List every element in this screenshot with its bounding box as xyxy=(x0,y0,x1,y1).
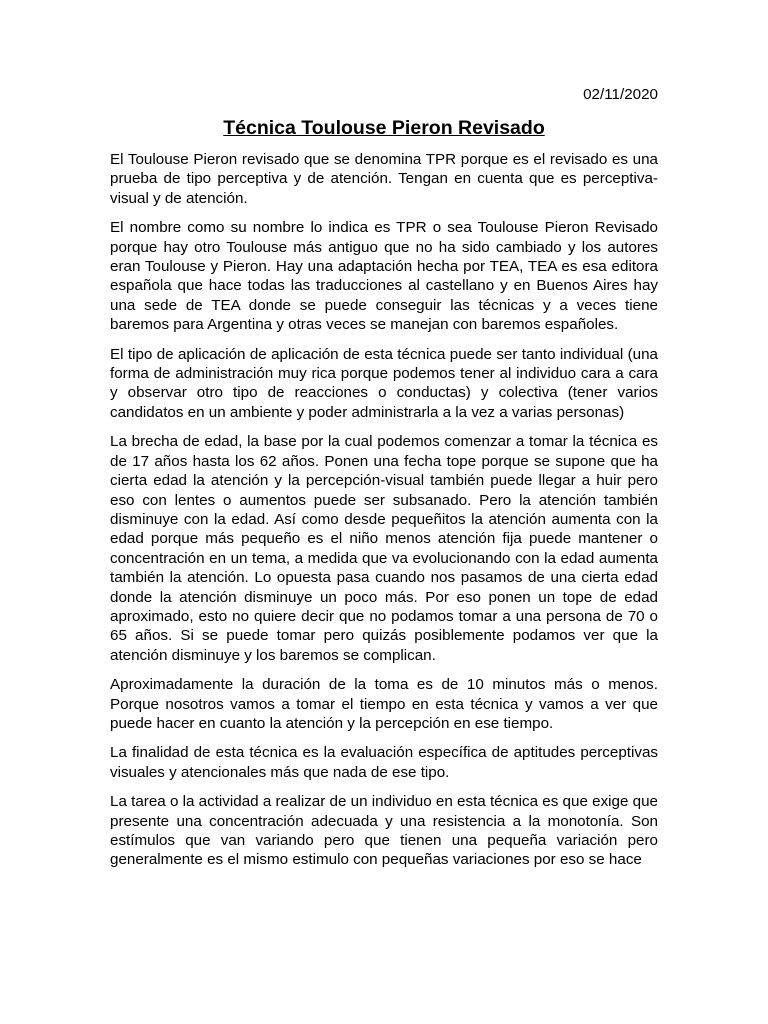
document-title: Técnica Toulouse Pieron Revisado xyxy=(223,117,545,139)
document-date: 02/11/2020 xyxy=(583,86,658,103)
paragraph-7: La tarea o la actividad a realizar de un individuo en esta técnica es que exige que presente una concentración adecuada y una resistencia a la monotonía. Son estímulos que van variando pero que tienen una pequeña variación pero generalmente es el mismo estimulo con pequeñas variaciones por eso se hace xyxy=(110,793,658,869)
paragraph-6: La finalidad de esta técnica es la evaluación específica de aptitudes perceptivas visuales y atencionales más que nada de ese tipo. xyxy=(110,744,658,781)
paragraph-1: El Toulouse Pieron revisado que se denomina TPR porque es el revisado es una prueba de tipo perceptiva y de atención. Tengan en cuenta que es perceptiva-visual y de atención. xyxy=(110,151,658,207)
paragraph-3: El tipo de aplicación de aplicación de esta técnica puede ser tanto individual (una forma de administración muy rica porque podemos tener al individuo cara a cara y observar otro tipo de reacciones o conductas) y colectiva (tener varios candidatos en un ambiente y poder administrarla a la vez a varias personas) xyxy=(110,345,658,421)
document-body xyxy=(110,85,658,880)
paragraph-5: Aproximadamente la duración de la toma es de 10 minutos más o menos. Porque nosotros vamos a tomar el tiempo en esta técnica y vamos a ver que puede hacer en cuanto la atención y la percepción en ese tiempo. xyxy=(110,676,658,732)
paragraph-2: El nombre como su nombre lo indica es TPR o sea Toulouse Pieron Revisado porque hay otro Toulouse más antiguo que no ha sido cambiado y los autores eran Toulouse y Pieron. Hay una adaptación hecha por TEA, TEA es esa editora española que hace todas las traducciones al castellano y en Buenos Aires hay una sede de TEA donde se puede conseguir las técnicas y a veces tiene baremos para Argentina y otras veces se manejan con baremos españoles. xyxy=(110,219,658,334)
paragraph-4: La brecha de edad, la base por la cual podemos comenzar a tomar la técnica es de 17 años hasta los 62 años. Ponen una fecha tope porque se supone que ha cierta edad la atención y la percepción-visual también puede llegar a huir pero eso con lentes o aumentos puede ser subsanado. Pero la atención también disminuye con la edad. Así como desde pequeñitos la atención aumenta con la edad porque más pequeño es el niño menos atención fija puede mantener o concentración en un tema, a medida que va evolucionando con la edad aumenta también la atención. Lo opuesta pasa cuando nos pasamos de una cierta edad donde la atención disminuye un poco más. Por eso ponen un tope de edad aproximado, esto no quiere decir que no podamos tomar a una persona de 70 o 65 años. Si se puede tomar pero quizás posiblemente podamos ver que la atención disminuye y los baremos se complican. xyxy=(110,433,658,664)
